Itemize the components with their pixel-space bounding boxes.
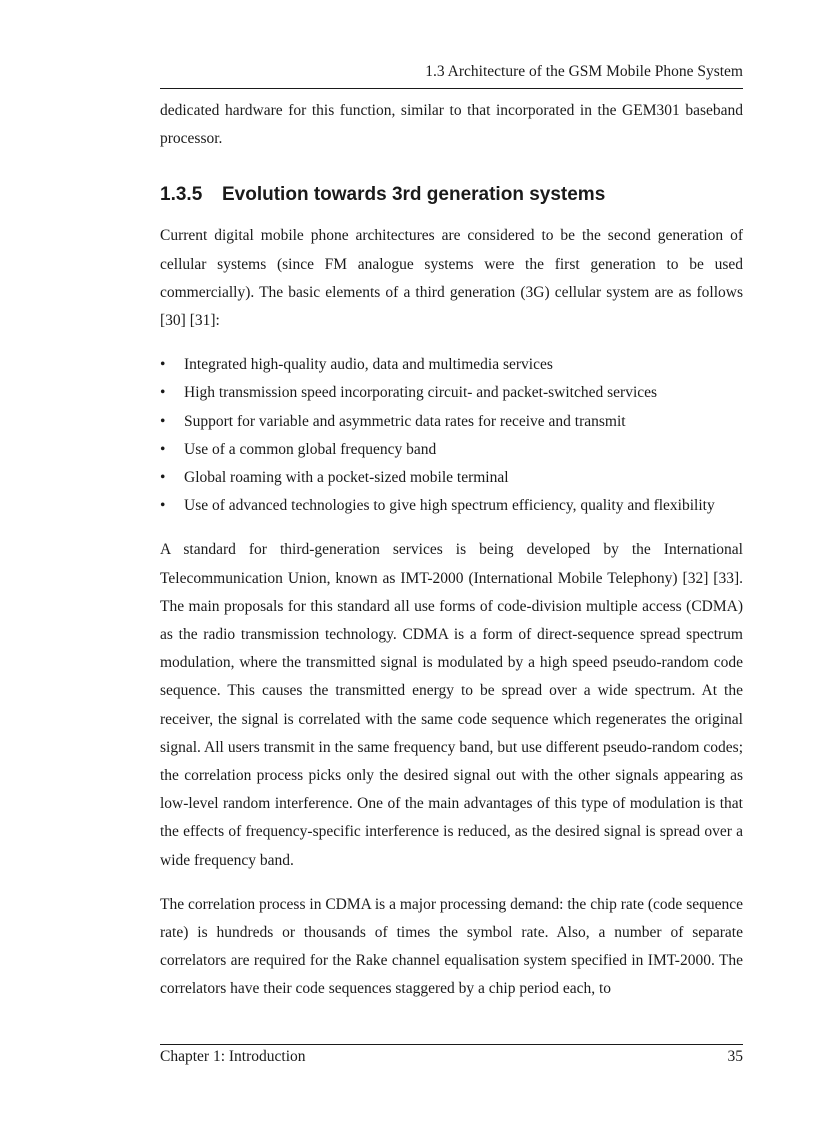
bullet-icon: • — [160, 469, 166, 487]
footer-rule — [160, 1044, 743, 1045]
page-footer — [160, 1048, 743, 1066]
page-number: 35 — [727, 1048, 743, 1065]
continuation-paragraph: dedicated hardware for this function, similar to that incorporated in the GEM301 baseband processor. — [160, 102, 743, 148]
chapter-label: Chapter 1: Introduction — [160, 1048, 306, 1065]
list-item-text: Use of a common global frequency band — [184, 440, 437, 458]
correlation-paragraph: The correlation process in CDMA is a major processing demand: the chip rate (code sequence rate) is hundreds or thousands of times the symbol rate. Also, a number of separate correlators are required for the Rake channel equalisation system specified in IMT-2000. The correlators have their code sequences staggered by a chip period each, to — [160, 895, 743, 998]
list-item — [160, 492, 743, 520]
list-item-text: Global roaming with a pocket-sized mobile terminal — [184, 469, 509, 487]
imt2000-paragraph: A standard for third-generation services is being developed by the International Telecommunication Union, known as IMT-2000 (International Mobile Telephony) [32] [33]. The main proposals for this standard all use forms of code-division multiple access (CDMA) as the radio transmission technology. CDMA is a form of direct-sequence spread spectrum modulation, where the transmitted signal is modulated by a high speed pseudo-random code sequence. This causes the transmitted energy to be spread over a wide spectrum. At the receiver, the signal is correlated with the same code sequence which regenerates the original signal. All users transmit in the same frequency band, but use different pseudo-random codes; the correlation process picks only the desired signal out with the other signals appearing as low-level random interference. One of the main advantages of this type of modulation is that the effects of frequency-specific interference is reduced, as the desired signal is spread over a wide frequency band. — [160, 541, 743, 869]
list-item — [160, 464, 743, 492]
list-item-text: High transmission speed incorporating circuit- and packet-switched services — [184, 384, 658, 402]
section-number: 1.3.5 — [160, 184, 203, 206]
list-item-text: Integrated high-quality audio, data and multimedia services — [184, 356, 553, 374]
body-text — [160, 97, 743, 1004]
bullet-icon: • — [160, 412, 166, 430]
feature-list — [160, 351, 743, 520]
bullet-icon: • — [160, 440, 166, 458]
section-heading — [160, 183, 743, 207]
header-rule — [160, 88, 743, 89]
list-item — [160, 436, 743, 464]
list-item-text: Use of advanced technologies to give high spectrum efficiency, quality and flexibility — [184, 497, 715, 515]
bullet-icon: • — [160, 497, 166, 515]
section-title: Evolution towards 3rd generation systems — [222, 184, 606, 206]
running-header: 1.3 Architecture of the GSM Mobile Phone System — [425, 63, 743, 80]
list-item — [160, 408, 743, 436]
list-item-text: Support for variable and asymmetric data rates for receive and transmit — [184, 412, 626, 430]
list-item — [160, 379, 743, 407]
bullet-icon: • — [160, 356, 166, 374]
intro-paragraph: Current digital mobile phone architectures are considered to be the second generation of cellular systems (since FM analogue systems were the first generation to be used commercially). The basic elements of a third generation (3G) cellular system are as follows [30] [31]: — [160, 227, 743, 330]
list-item — [160, 351, 743, 379]
bullet-icon: • — [160, 384, 166, 402]
